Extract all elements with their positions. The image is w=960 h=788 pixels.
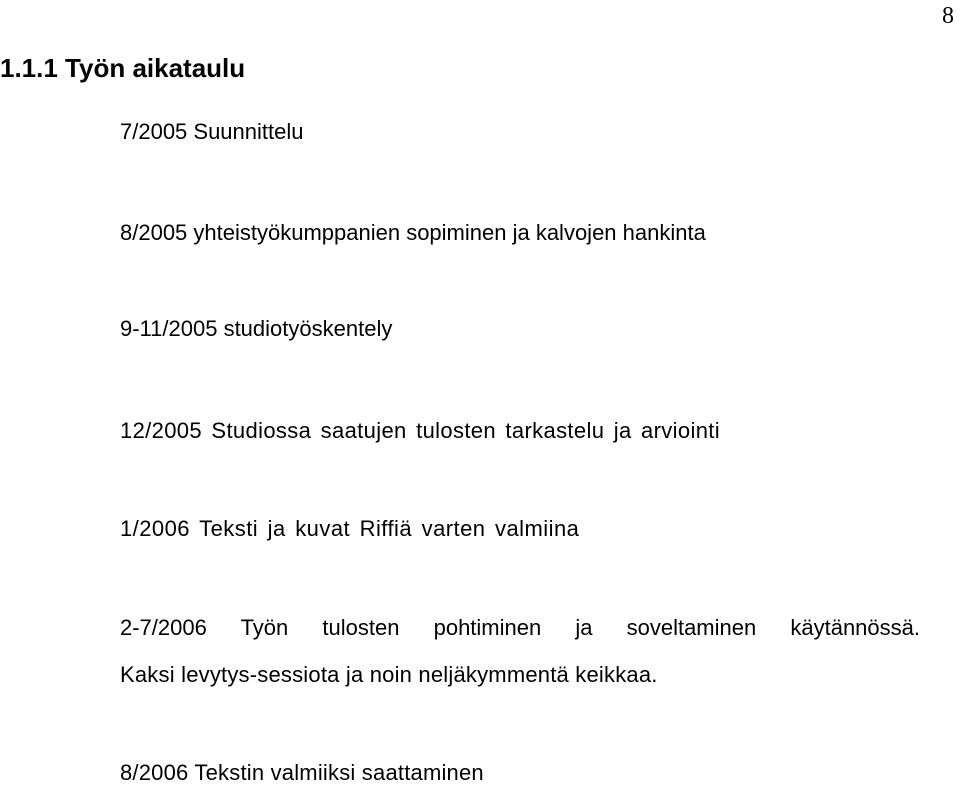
schedule-item: 1/2006 Teksti ja kuvat Riffiä varten valmiina: [120, 516, 580, 541]
schedule-item: 12/2005 Studiossa saatujen tulosten tarkastelu ja arviointi: [120, 418, 721, 443]
page-number: 8: [942, 3, 954, 29]
schedule-item: 7/2005 Suunnittelu: [120, 119, 304, 144]
schedule-item: Kaksi levytys-sessiota ja noin neljäkymmentä keikkaa.: [120, 662, 658, 687]
schedule-item: 9-11/2005 studiotyöskentely: [120, 316, 393, 341]
section-heading: 1.1.1 Työn aikataulu: [0, 53, 246, 83]
schedule-item: 8/2005 yhteistyökumppanien sopiminen ja kalvojen hankinta: [120, 220, 706, 245]
schedule-item: 8/2006 Tekstin valmiiksi saattaminen: [120, 760, 484, 785]
schedule-item: 2-7/2006 Työn tulosten pohtiminen ja soveltaminen käytännössä.: [120, 615, 920, 640]
